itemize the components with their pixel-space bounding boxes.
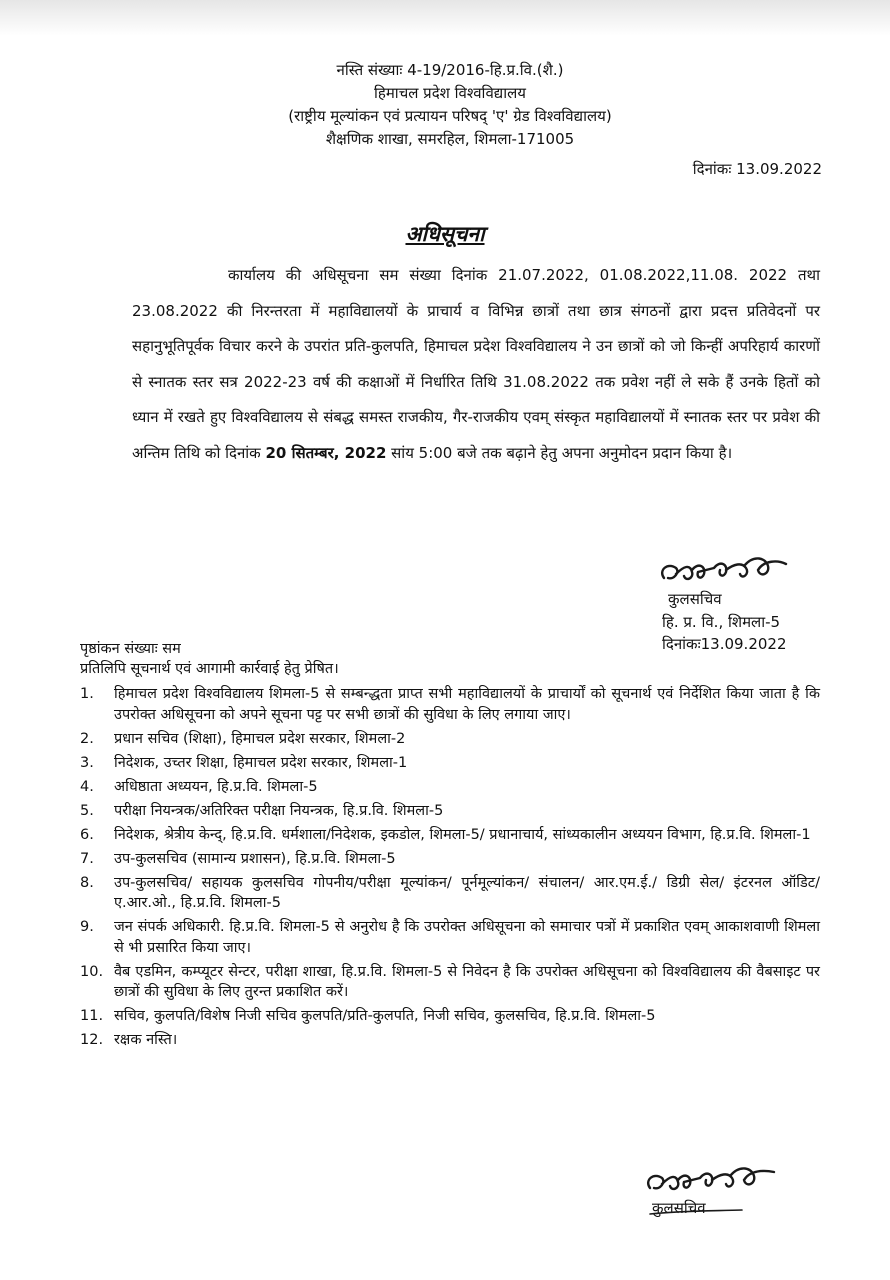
body-text-part1: कार्यालय की अधिसूचना सम संख्या दिनांक 21.07.2022, 01.08.2022,11.08. 2022 तथा 23.08.2022 की निरन्तरता में महाविद्यालयों के प्राचार्य व विभिन्न छात्रों तथा छात्र संगठनों द्वारा प्रदत्त प्रतिवेदनों पर सहानुभूतिपूर्वक विचार करने के उपरांत प्रति-कुलपति, हिमाचल प्रदेश विश्वविद्यालय ने उन छात्रों को जो किन्हीं अपरिहार्य कारणों से स्नातक स्तर सत्र 2022-23 वर्ष की कक्षाओं में निर्धारित तिथि 31.08.2022 तक प्रवेश नहीं ले सके हैं उनके हितों को ध्यान में रखते हुए विश्वविद्यालय से संबद्ध समस्त राजकीय, गैर-राजकीय एवम् संस्कृत महाविद्यालयों में स्नातक स्तर पर प्रवेश की अन्तिम तिथि को दिनांक <box>132 266 820 462</box>
signature-date: दिनांकः13.09.2022 <box>662 635 787 653</box>
page-title: अधिसूचना <box>405 222 485 246</box>
list-item: 8. उप-कुलसचिव/ सहायक कुलसचिव गोपनीय/परीक्षा मूल्यांकन/ पूर्नमूल्यांकन/ संचालन/ आर.एम.ई./ डिग्री सेल/ इंटरनल ऑडिट/ ए.आर.ओ., हि.प्र.वि. शिमला-5 <box>80 874 820 911</box>
signatory-designation-2: कुलसचिव <box>652 1199 706 1217</box>
list-item: 2. प्रधान सचिव (शिक्षा), हिमाचल प्रदेश सरकार, शिमला-2 <box>80 730 406 747</box>
endorsement-number: पृष्ठांकन संख्याः सम <box>80 641 181 657</box>
signature-underline <box>648 1208 748 1218</box>
signatory-office: हि. प्र. वि., शिमला-5 <box>662 613 781 631</box>
list-item: 11. सचिव, कुलपति/विशेष निजी सचिव कुलपति/प्रति-कुलपति, निजी सचिव, कुलसचिव, हि.प्र.वि. शिमला-5 <box>80 1008 656 1024</box>
deadline-date: 20 सितम्बर, 2022 <box>265 443 387 462</box>
notification-body <box>132 258 820 471</box>
list-item: 12. रक्षक नस्ति। <box>80 1032 178 1048</box>
body-text-part2: सांय 5:00 बजे तक बढ़ाने हेतु अपना अनुमोदन प्रदान किया है। <box>391 443 733 462</box>
university-name: हिमाचल प्रदेश विश्वविद्यालय <box>373 84 526 102</box>
list-item: 9. जन संपर्क अधिकारी. हि.प्र.वि. शिमला-5 से अनुरोध है कि उपरोक्त अधिसूचना को समाचार पत्रों में प्रकाशित एवम् आकाशवाणी शिमला से भी प्रसारित किया जाए। <box>80 919 820 956</box>
list-item: 10. वैब एडमिन, कम्प्यूटर सेन्टर, परीक्षा शाखा, हि.प्र.वि. शिमला-5 से निवेदन है कि उपरोक्त अधिसूचना को विश्वविद्यालय की वैबसाइट पर छात्रों की सुविधा के लिए तुरन्त प्रकाशित करें। <box>80 963 820 1000</box>
file-number: नस्ति संख्याः 4-19/2016-हि.प्र.वि.(शै.) <box>336 61 564 79</box>
list-item: 6. निदेशक, श्रेत्रीय केन्द्, हि.प्र.वि. धर्मशाला/निदेशक, इकडोल, शिमला-5/ प्रधानाचार्य, सांध्यकालीन अध्ययन विभाग, हि.प्र.वि. शिमला-1 <box>80 826 811 843</box>
list-item: 5. परीक्षा नियन्त्रक/अतिरिक्त परीक्षा नियन्त्रक, हि.प्र.वि. शिमला-5 <box>80 802 444 819</box>
copy-forwarded-line: प्रतिलिपि सूचनार्थ एवं आगामी कार्रवाई हेतु प्रेषित। <box>80 661 339 677</box>
issue-date: दिनांकः 13.09.2022 <box>692 160 822 178</box>
distribution-list <box>80 684 820 1054</box>
registrar-signature-1 <box>654 548 804 594</box>
list-item: 1. हिमाचल प्रदेश विश्वविद्यालय शिमला-5 से सम्बन्द्धता प्राप्त सभी महाविद्यालयों के प्राचार्यों को सूचनार्थ एवं निर्देशित किया जाता है कि उपरोक्त अधिसूचना को अपने सूचना पट्ट पर सभी छात्रों की सुविधा के लिए लगाया जाए। <box>80 686 820 723</box>
branch-address: शैक्षणिक शाखा, समरहिल, शिमला-171005 <box>325 130 575 148</box>
accreditation-line: (राष्ट्रीय मूल्यांकन एवं प्रत्यायन परिषद् 'ए' ग्रेड विश्वविद्यालय) <box>288 107 612 125</box>
signatory-designation: कुलसचिव <box>668 590 722 608</box>
list-item: 7. उप-कुलसचिव (सामान्य प्रशासन), हि.प्र.वि. शिमला-5 <box>80 850 396 867</box>
list-item: 3. निदेशक, उच्तर शिक्षा, हिमाचल प्रदेश सरकार, शिमला-1 <box>80 754 408 771</box>
list-item: 4. अधिष्ठाता अध्ययन, हि.प्र.वि. शिमला-5 <box>80 778 318 795</box>
